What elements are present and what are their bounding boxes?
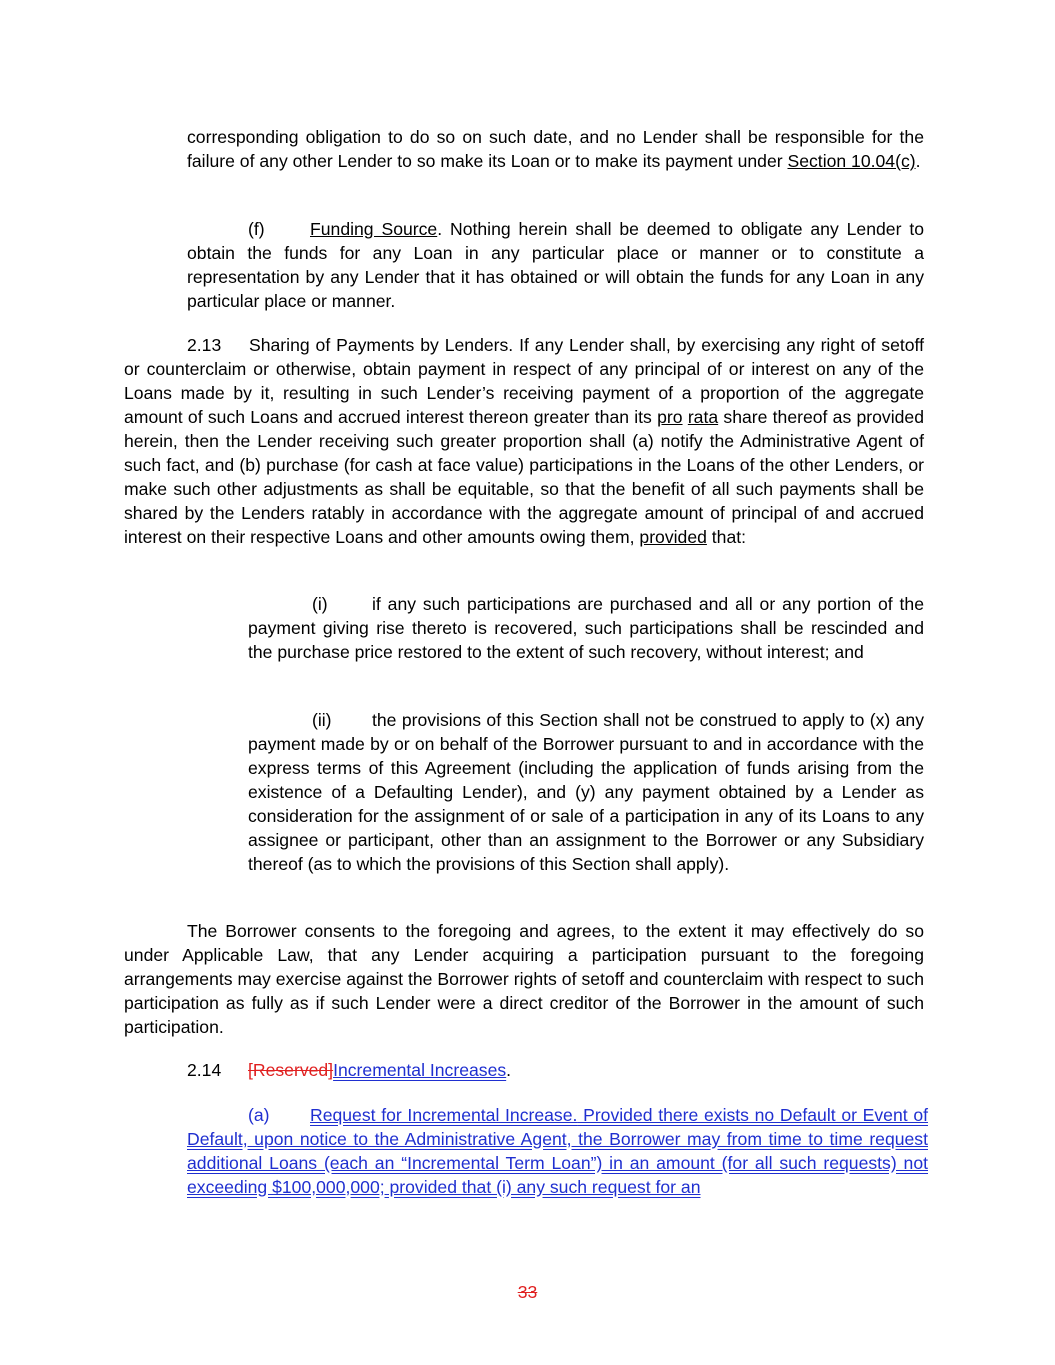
page-number: 33 <box>517 1282 538 1302</box>
item-heading: Request for Incremental Increase. <box>310 1105 578 1125</box>
item-ii <box>248 708 924 876</box>
section-reference: Section 10.04(c) <box>787 151 916 171</box>
inserted-heading: Incremental Increases <box>333 1060 507 1080</box>
item-text: Provided there exists no Default or Event of Default, upon notice to the Administrative Agent, the Borrower may from time to time request additional Loans (each an “Incremental Term Loan”) in an amount (for all such requests) not exceeding $100,000,000; provided that (i) any such request for an <box>187 1105 928 1197</box>
latin-term-rata: rata <box>687 407 719 427</box>
heading-end: . <box>506 1060 512 1080</box>
item-number: (i) <box>312 594 328 614</box>
item-text: the provisions of this Section shall not be construed to apply to (x) any payment made by or on behalf of the Borrower pursuant to and in accordance with the express terms of this Agreement (including the application of funds arising from the existence of a Defaulting Lender), and (y) any payment obtained by a Lender as consideration for the assignment of or sale of a participation in any of its Loans to any assignee or participant, other than an assignment to the Borrower or any Subsidiary thereof (as to which the provisions of this Section shall apply). <box>248 710 924 874</box>
section-2-14 <box>187 1058 924 1082</box>
item-heading: Funding Source <box>310 219 438 239</box>
item-number: (ii) <box>312 710 332 730</box>
paragraph-text: corresponding obligation to do so on such date, and no Lender shall be responsible for the failure of any other Lender to so make its Loan or to make its payment under <box>187 127 924 171</box>
provided-term: provided <box>639 527 707 547</box>
section-number: 2.14 <box>187 1060 222 1080</box>
section-2-13 <box>124 333 924 549</box>
section-heading: Sharing of Payments by Lenders. <box>249 335 514 355</box>
section-text-continued: share thereof as provided herein, then the Lender receiving such greater proportion shall (a) notify the Administrative Agent of such fact, and (b) purchase (for cash at face value) participations in the Loans of the other Lenders, or make such other adjustments as shall be equitable, so that the benefit of all such payments shall be shared by the Lenders ratably in accordance with the aggregate amount of principal of and accrued interest on their respective Loans and other amounts owing them, <box>124 407 924 547</box>
section-text-end: that: <box>706 527 747 547</box>
paragraph-funding-source <box>187 217 924 313</box>
item-number: (f) <box>248 219 265 239</box>
paragraph-borrower-consents: The Borrower consents to the foregoing and agrees, to the extent it may effectively do so under Applicable Law, that any Lender acquiring a participation pursuant to the foregoing arrangements may exercise against the Borrower rights of setoff and counterclaim with respect to such participation as fully as if such Lender were a direct creditor of the Borrower in the amount of such participation. <box>124 921 924 1037</box>
paragraph-text-end: . <box>915 151 921 171</box>
item-number: (a) <box>248 1105 270 1125</box>
latin-term-pro: pro <box>657 407 683 427</box>
section-number: 2.13 <box>187 335 222 355</box>
item-i <box>248 592 924 664</box>
item-text: if any such participations are purchased and all or any portion of the payment giving rise thereto is recovered, such participations shall be rescinded and the purchase price restored to the extent of such recovery, without interest; and <box>248 594 924 662</box>
item-text: . Nothing herein shall be deemed to obligate any Lender to obtain the funds for any Loan in any particular place or manner or to constitute a representation by any Lender that it has obtained or will obtain the funds for any Loan in any particular place or manner. <box>187 219 924 311</box>
paragraph-obligation-continued <box>187 125 924 173</box>
deleted-heading: [Reserved] <box>248 1060 334 1080</box>
paragraph-incremental-increase <box>187 1103 928 1199</box>
section-text: If any Lender shall, by exercising any right of setoff or counterclaim or otherwise, obtain payment in respect of any principal of or interest on any of the Loans made by it, resulting in such Lender’s receiving payment of a proportion of the aggregate amount of such Loans and accrued interest thereon greater than its <box>124 335 924 427</box>
